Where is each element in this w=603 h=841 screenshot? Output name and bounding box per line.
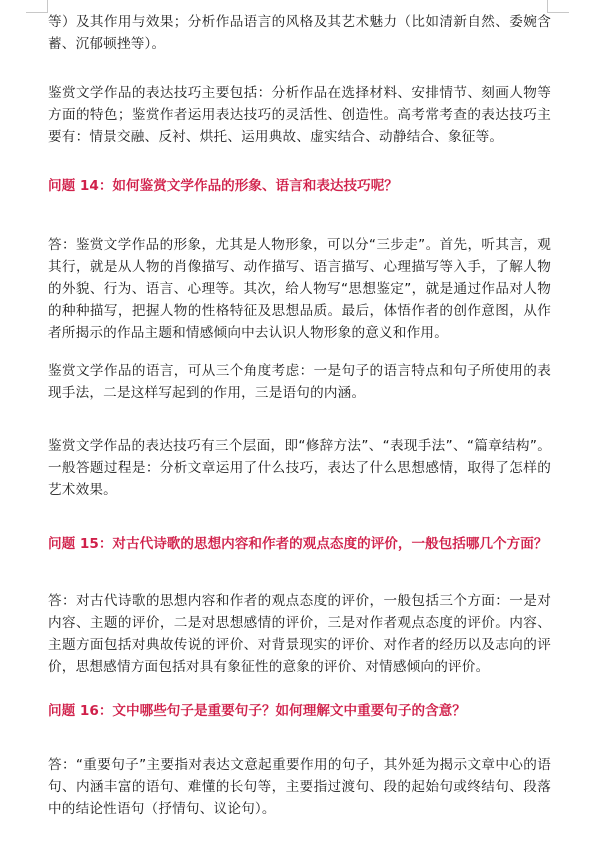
answer-16-paragraph: 答：“重要句子”主要指对表达文意起重要作用的句子，其外延为揭示文章中心的语句、内涵丰富的语句、难懂的长句等，主要指过渡句、段的起始句或终结句、段落中的结论性语句（抒情句、议论句）。: [48, 757, 551, 817]
answer-14-paragraph-image: 答：鉴赏文学作品的形象，尤其是人物形象，可以分“三步走”。首先，听其言，观其行，就是从人物的肖像描写、动作描写、语言描写、心理描写等入手，了解人物的外貌、行为、语言、心理等。其次，给人物写“思想鉴定”，就是通过作品对人物的种种描写，把握人物的性格特征及思想品质。最后，体悟作者的创作意图，从作者所揭示的作品主题和情感倾向中去认识人物形象的意义和作用。: [48, 237, 551, 341]
paragraph-continuation: 等）及其作用与效果；分析作品语言的风格及其艺术魅力（比如清新自然、委婉含蓄、沉郁顿挫等）。: [48, 14, 551, 52]
answer-14-paragraph-techniques: 鉴赏文学作品的表达技巧有三个层面，即“修辞方法”、“表现手法”、“篇章结构”。一般答题过程是：分析文章运用了什么技巧，表达了什么思想感情，取得了怎样的艺术效果。: [48, 438, 551, 498]
answer-14-paragraph-language: 鉴赏文学作品的语言，可从三个角度考虑：一是句子的语言特点和句子所使用的表现手法，二是这样写起到的作用，三是语句的内涵。: [48, 363, 551, 401]
page-corner-mark-top-left: [26, 0, 48, 13]
question-15-heading: 问题 15：对古代诗歌的思想内容和作者的观点态度的评价，一般包括哪几个方面？: [48, 536, 548, 552]
paragraph-expression-techniques: 鉴赏文学作品的表达技巧主要包括：分析作品在选择材料、安排情节、刻画人物等方面的特色；鉴赏作者运用表达技巧的灵活性、创造性。高考常考查的表达技巧主要有：情景交融、反衬、烘托、运用典故、虚实结合、动静结合、象征等。: [48, 85, 551, 145]
question-16-heading: 问题 16：文中哪些句子是重要句子？如何理解文中重要句子的含意？: [48, 703, 466, 719]
answer-15-paragraph: 答：对古代诗歌的思想内容和作者的观点态度的评价，一般包括三个方面：一是对内容、主题的评价，二是对思想感情的评价，三是对作者观点态度的评价。内容、主题方面包括对典故传说的评价、对背景现实的评价、对作者的经历以及志向的评价，思想感情方面包括对具有象征性的意象的评价、对情感倾向的评价。: [48, 593, 551, 675]
question-14-heading: 问题 14：如何鉴赏文学作品的形象、语言和表达技巧呢？: [48, 178, 398, 194]
